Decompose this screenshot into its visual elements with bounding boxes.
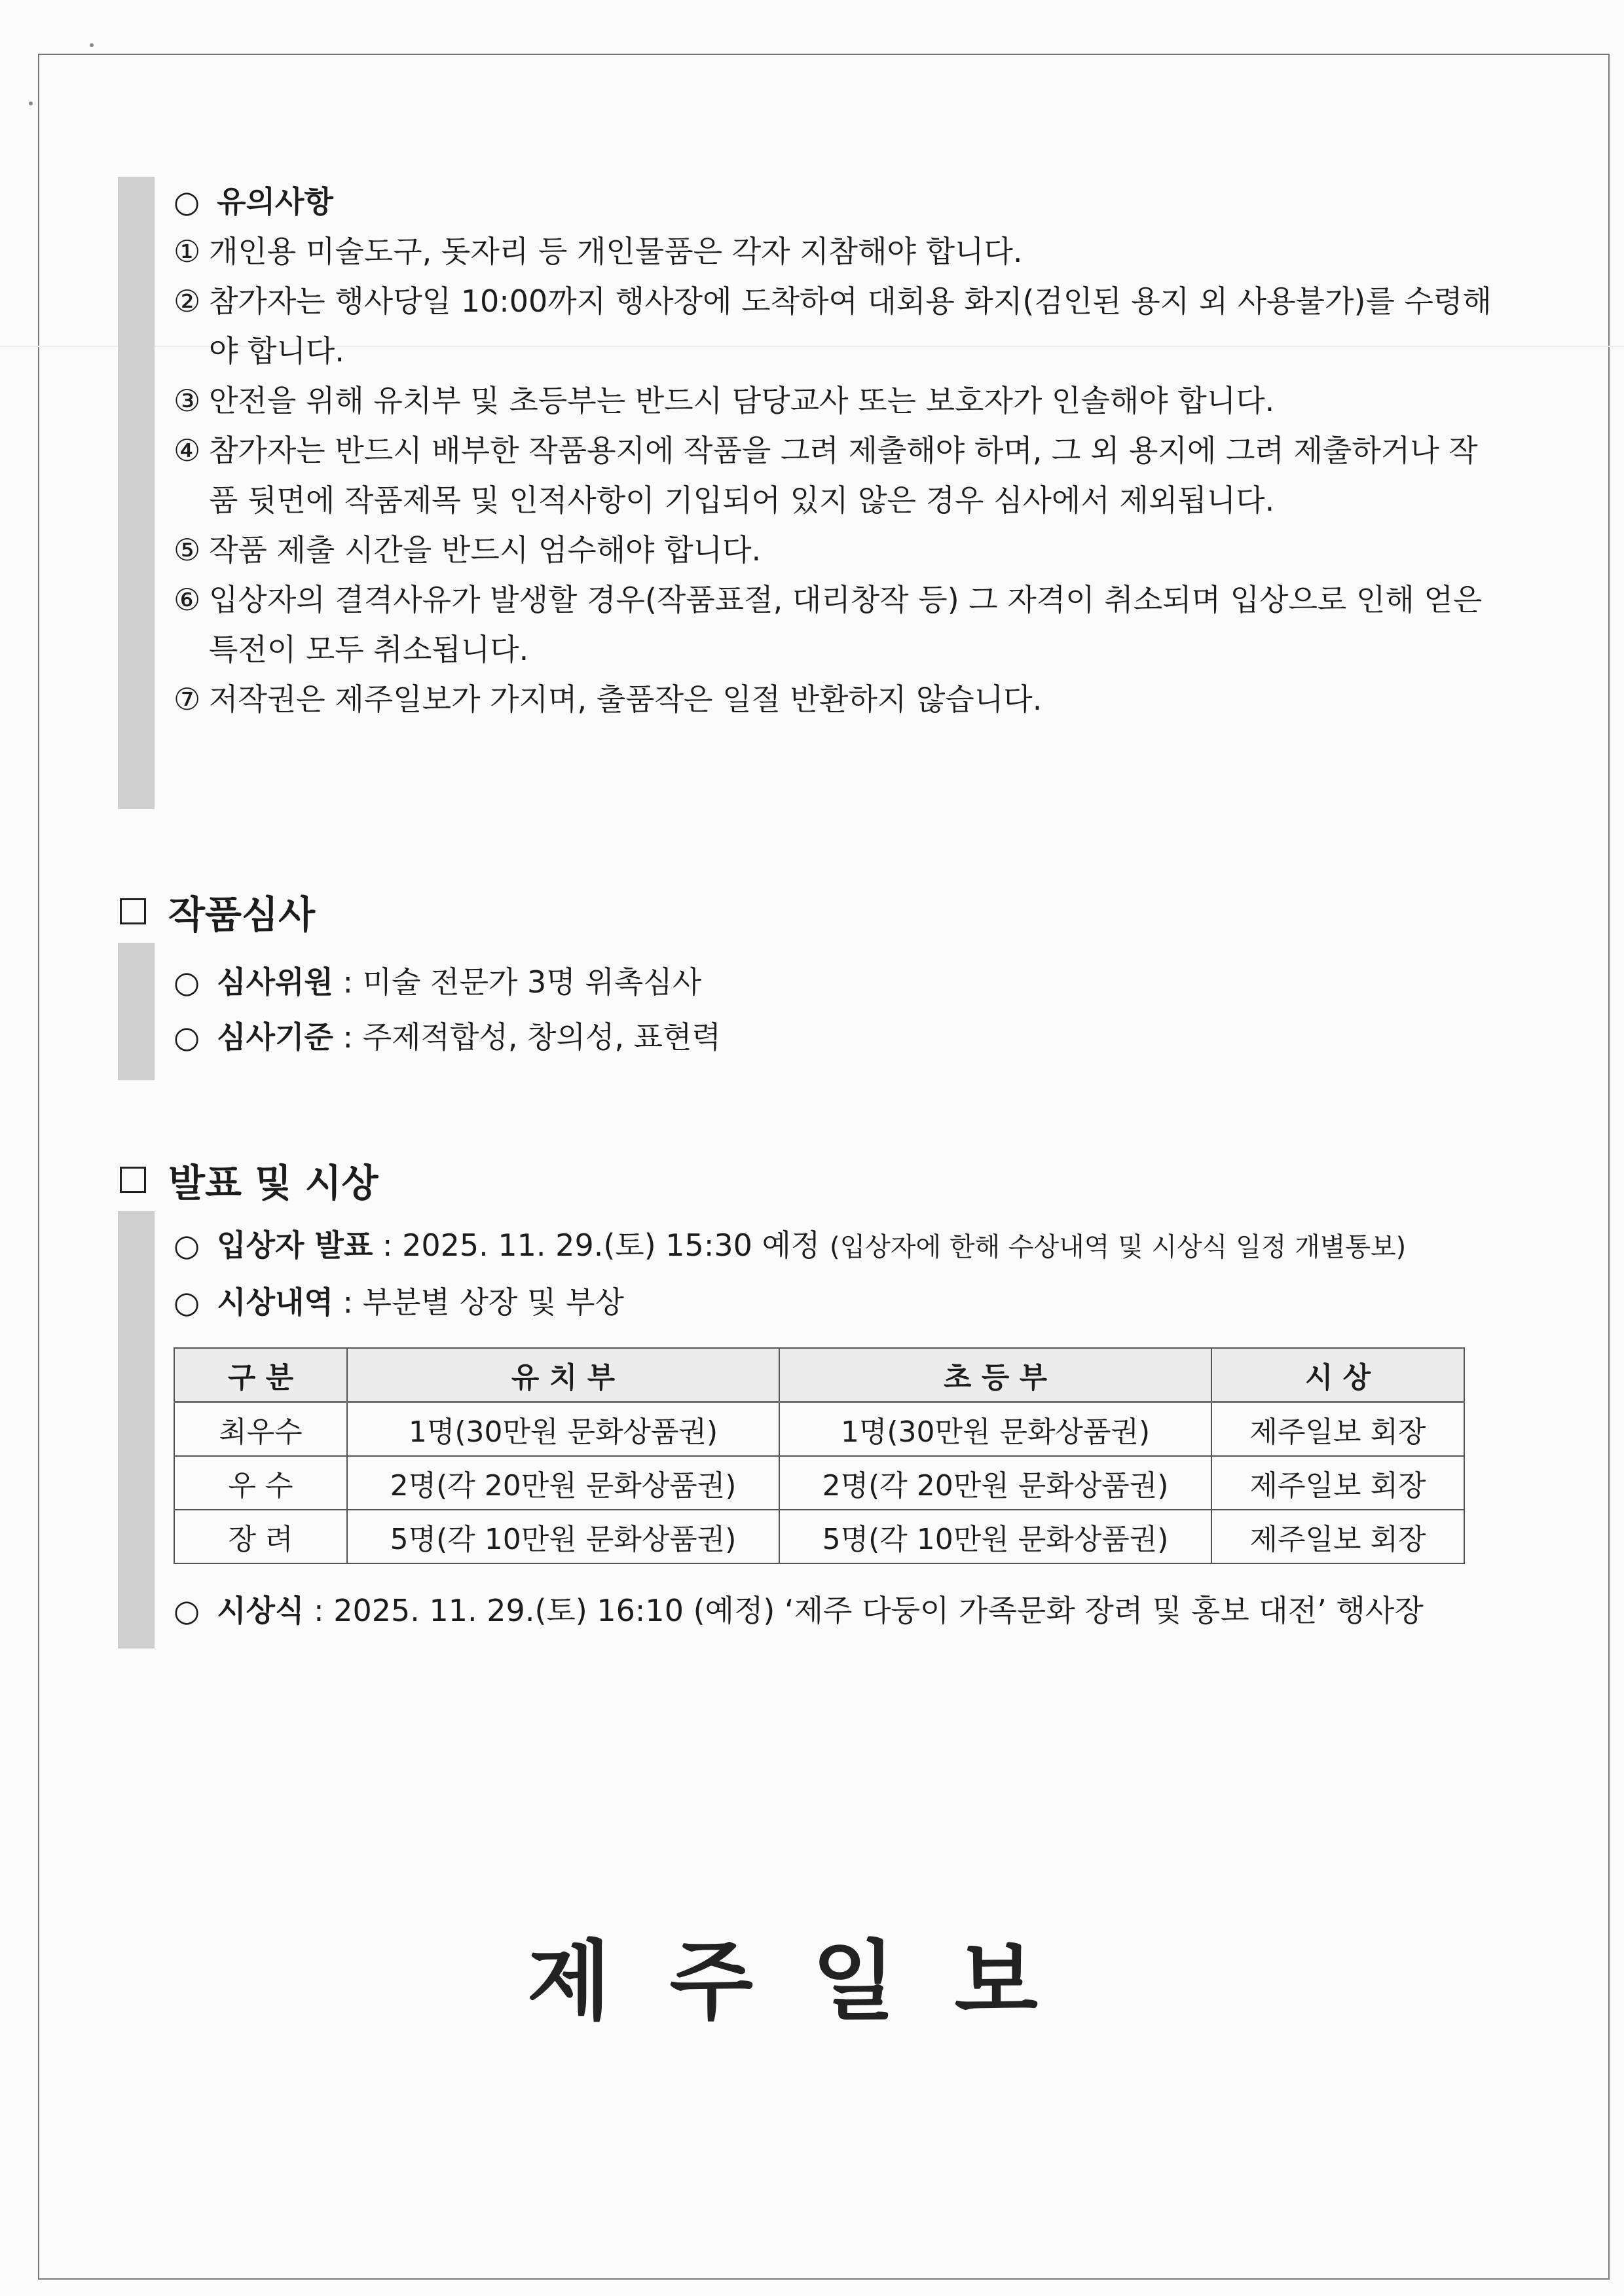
judging-heading: 작품심사: [120, 884, 315, 939]
notice-number: ③: [174, 383, 201, 418]
prize-label: 시상내역: [217, 1285, 333, 1320]
table-cell: 1명(30만원 문화상품권): [347, 1402, 779, 1457]
notice-number: ⑤: [174, 532, 201, 568]
scan-speck: [29, 101, 33, 105]
criteria-value: : 주제적합성, 창의성, 표현력: [342, 1019, 721, 1055]
announce-note: (입상자에 한해 수상내역 및 시상식 일정 개별통보): [829, 1232, 1407, 1262]
bullet-circle-icon: ○: [174, 1285, 200, 1320]
table-cell: 최우수: [174, 1402, 347, 1457]
table-row: [174, 1456, 1464, 1510]
section-bar: [118, 1211, 155, 1649]
section-bar: [118, 177, 155, 809]
table-header-row: [174, 1348, 1464, 1402]
bullet-circle-icon: ○: [174, 1593, 200, 1628]
table-cell: 2명(각 20만원 문화상품권): [779, 1456, 1211, 1510]
notice-item: [174, 376, 1506, 426]
notice-text: 입상자의 결격사유가 발생할 경우(작품표절, 대리창작 등) 그 자격이 취소되며 입상으로 인해 얻은 특전이 모두 취소됩니다.: [209, 582, 1483, 667]
judging-section: [118, 943, 1506, 1080]
notice-item: [174, 525, 1506, 575]
notices-heading: ○ 유의사항: [174, 184, 333, 219]
notice-item: [174, 426, 1506, 525]
table-header-cell: 유 치 부: [347, 1348, 779, 1402]
ceremony-line: [174, 1583, 1506, 1638]
notice-item: [174, 227, 1506, 276]
notice-text: 개인용 미술도구, 돗자리 등 개인물품은 각자 지참해야 합니다.: [209, 234, 1023, 269]
notice-number: ⑦: [174, 682, 201, 717]
notice-number: ④: [174, 433, 201, 468]
criteria-line: [174, 1010, 1506, 1065]
announce-value: : 2025. 11. 29.(토) 15:30 예정: [382, 1228, 821, 1263]
notice-text: 저작권은 제주일보가 가지며, 출품작은 일절 반환하지 않습니다.: [209, 682, 1043, 717]
prize-line: [174, 1275, 1506, 1330]
bullet-circle-icon: ○: [174, 1019, 200, 1055]
table-cell: 장 려: [174, 1510, 347, 1563]
announce-label: 입상자 발표: [217, 1228, 373, 1263]
ceremony-value: : 2025. 11. 29.(토) 16:10 (예정) ‘제주 다둥이 가족문화 장려 및 홍보 대전’ 행사장: [314, 1593, 1424, 1628]
notices-section: [118, 177, 1506, 809]
table-cell: 제주일보 회장: [1211, 1402, 1464, 1457]
notice-list: [174, 227, 1506, 724]
notice-item: [174, 674, 1506, 724]
judges-label: 심사위원: [217, 964, 333, 1000]
table-cell: 2명(각 20만원 문화상품권): [347, 1456, 779, 1510]
judges-value: : 미술 전문가 3명 위촉심사: [342, 964, 702, 1000]
bullet-circle-icon: ○: [174, 1228, 200, 1263]
table-row: [174, 1402, 1464, 1457]
table-header-cell: 초 등 부: [779, 1348, 1211, 1402]
table-cell: 1명(30만원 문화상품권): [779, 1402, 1211, 1457]
issuer-signature: 제주일보: [526, 1931, 1098, 2032]
notice-number: ②: [174, 283, 201, 319]
prize-table: [174, 1347, 1465, 1564]
prize-value: : 부분별 상장 및 부상: [342, 1285, 624, 1320]
table-cell: 우 수: [174, 1456, 347, 1510]
notice-item: [174, 575, 1506, 674]
scan-speck: [90, 43, 94, 47]
awards-heading: 발표 및 시상: [120, 1152, 378, 1207]
checkbox-square-icon: [120, 1167, 146, 1193]
notice-number: ①: [174, 234, 201, 269]
table-header-cell: 구 분: [174, 1348, 347, 1402]
notice-text: 안전을 위해 유치부 및 초등부는 반드시 담당교사 또는 보호자가 인솔해야 합니다.: [209, 383, 1275, 418]
awards-section: [118, 1211, 1506, 1649]
criteria-label: 심사기준: [217, 1019, 333, 1055]
ceremony-label: 시상식: [217, 1593, 304, 1628]
table-header-cell: 시 상: [1211, 1348, 1464, 1402]
table-cell: 제주일보 회장: [1211, 1456, 1464, 1510]
table-row: [174, 1510, 1464, 1563]
section-bar: [118, 943, 155, 1080]
notice-text: 참가자는 반드시 배부한 작품용지에 작품을 그려 제출해야 하며, 그 외 용지에 그려 제출하거나 작품 뒷면에 작품제목 및 인적사항이 기입되어 있지 않은 경우 심사에서 제외됩니다.: [209, 433, 1478, 518]
notice-item: [174, 276, 1506, 376]
judges-line: [174, 955, 1506, 1010]
table-cell: 5명(각 10만원 문화상품권): [779, 1510, 1211, 1563]
notice-text: 참가자는 행사당일 10:00까지 행사장에 도착하여 대회용 화지(검인된 용지 외 사용불가)를 수령해야 합니다.: [209, 283, 1492, 369]
checkbox-square-icon: [120, 898, 146, 924]
announce-line: [174, 1218, 1506, 1275]
table-cell: 제주일보 회장: [1211, 1510, 1464, 1563]
table-cell: 5명(각 10만원 문화상품권): [347, 1510, 779, 1563]
notice-number: ⑥: [174, 582, 201, 617]
bullet-circle-icon: ○: [174, 184, 200, 219]
notice-text: 작품 제출 시간을 반드시 엄수해야 합니다.: [209, 532, 762, 568]
bullet-circle-icon: ○: [174, 964, 200, 1000]
